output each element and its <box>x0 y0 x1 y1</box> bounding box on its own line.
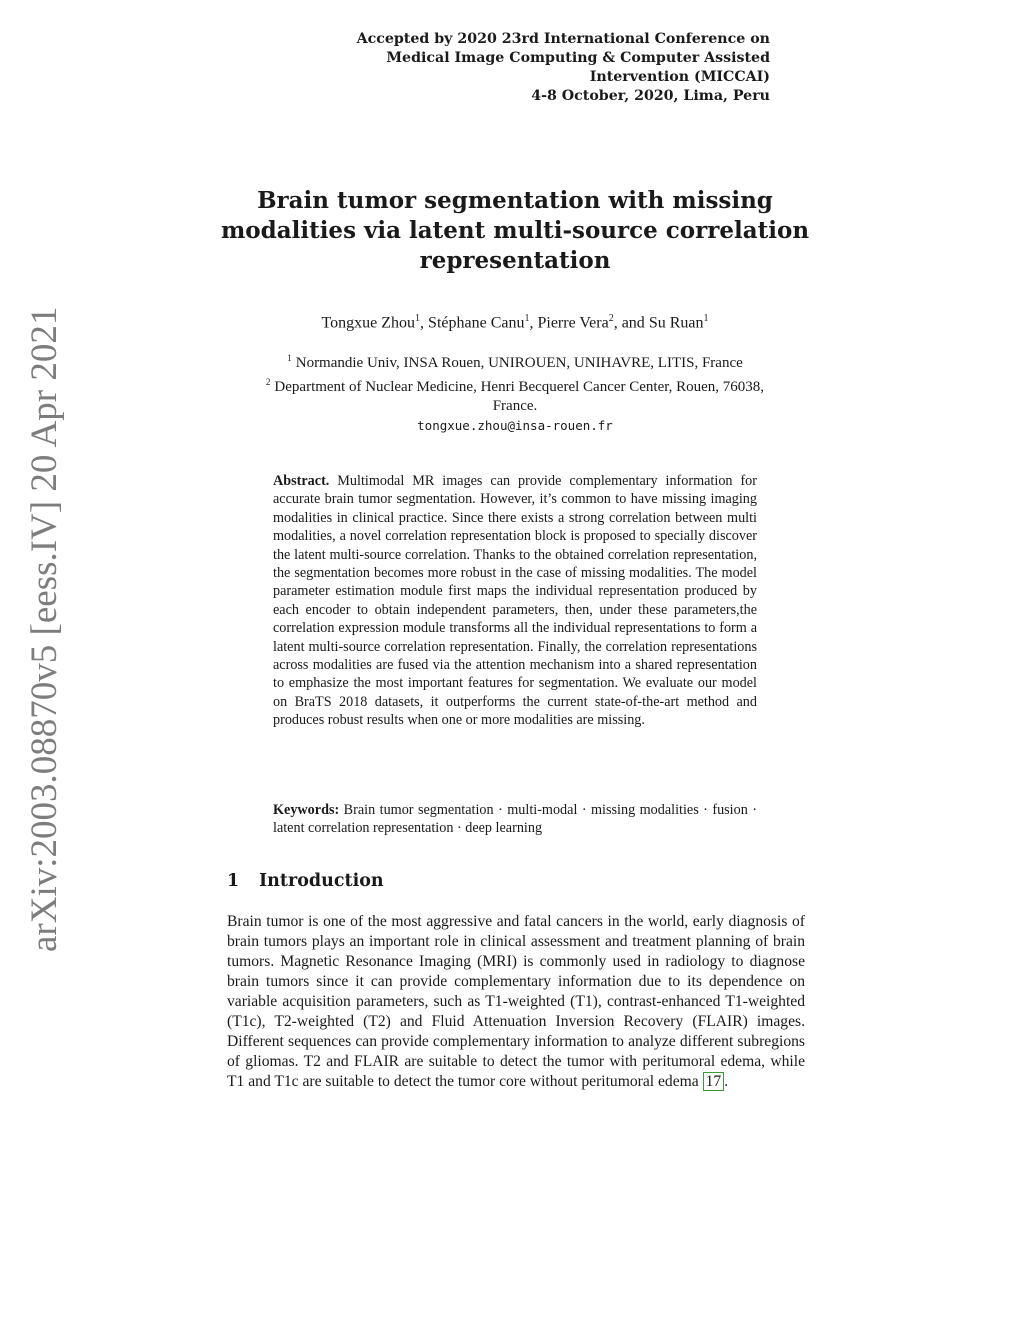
affiliations <box>200 349 830 435</box>
keywords-text: Brain tumor segmentation · multi-modal · missing modalities · fusion · latent correlation representation · deep learning <box>273 802 757 837</box>
author: Pierre Vera <box>537 314 609 332</box>
title-line: Brain tumor segmentation with missing <box>257 187 773 214</box>
venue-line: Intervention (MICCAI) <box>589 69 770 85</box>
author-affil-mark: 1 <box>703 313 709 324</box>
author: Stéphane Canu <box>428 314 525 332</box>
affiliation-1: $^1$ Normandie Univ, INSA Rouen, UNIROUEN, UNIHAVRE, LITIS, France <box>287 353 743 371</box>
section-number: 1 <box>227 871 240 891</box>
title-line: modalities via latent multi-source correlation <box>220 217 810 244</box>
keywords <box>273 801 757 838</box>
citation-link[interactable]: 17 <box>703 1072 725 1091</box>
author-affil-mark: 1 <box>524 313 530 324</box>
arxiv-stamp: arXiv:2003.08870v5 [eess.IV] 20 Apr 2021 <box>24 306 65 952</box>
paper-title <box>200 186 830 276</box>
keywords-label: Keywords: <box>273 802 340 818</box>
affiliation-2-cont: France. <box>492 398 538 414</box>
author: Tongxue Zhou <box>321 314 416 332</box>
intro-paragraph: Brain tumor is one of the most aggressive and fatal cancers in the world, early diagnosis of brain tumors plays an important role in clinical assessment and treatment planning of brain tumors. Magnetic Resonance Imaging (MRI) is commonly used in radiology to diagnose brain tumors since it can provide complementary information due to its dependence on variable acquisition parameters, such as T1-weighted (T1), contrast-enhanced T1-weighted (T1c), T2-weighted (T2) and Fluid Attenuation Inversion Recovery (FLAIR) images. Different sequences can provide complementary information to analyze different subregions of gliomas. T2 and FLAIR are suitable to detect the tumor with peritumoral edema, while T1 and T1c are suitable to detect the tumor core without peritumoral edema 17 . <box>227 913 805 1090</box>
intro-text: Brain tumor is one of the most aggressive and fatal cancers in the world, early diagnosis of brain tumors plays an important role in clinical assessment and treatment planning of brain tumors. Magnetic Resonance Imaging (MRI) is commonly used in radiology to diagnose brain tumors since it can provide complementary information due to its dependence on variable acquisition parameters, such as T1-weighted (T1), contrast-enhanced T1-weighted (T1c), T2-weighted (T2) and Fluid Attenuation Inversion Recovery (FLAIR) images. Different sequences can provide complementary information to analyze different subregions of gliomas. T2 and FLAIR are suitable to detect the tumor with peritumoral edema, while T1 and T1c are suitable to detect the tumor core without peritumoral edema <box>227 913 805 1090</box>
venue-note <box>250 30 770 106</box>
author: Su Ruan <box>648 314 704 332</box>
abstract <box>273 472 757 730</box>
venue-line: Medical Image Computing & Computer Assisted <box>386 50 770 66</box>
section-title: Introduction <box>259 871 384 891</box>
email-link[interactable]: tongxue.zhou@insa-rouen.fr <box>417 418 613 433</box>
section-heading <box>227 871 384 891</box>
abstract-label: Abstract. <box>273 473 330 489</box>
venue-line: 4-8 October, 2020, Lima, Peru <box>531 88 770 104</box>
title-line: representation <box>419 247 611 274</box>
affiliation-2: $^2$ Department of Nuclear Medicine, Henri Becquerel Cancer Center, Rouen, 76038, <box>265 377 765 395</box>
author-affil-mark: 1 <box>415 313 421 324</box>
abstract-text: Multimodal MR images can provide complementary information for accurate brain tumor segmentation. However, it’s common to have missing imaging modalities in clinical practice. Since there exists a strong correlation between multi modalities, a novel correlation representation block is proposed to specially discover the latent multi-source correlation. Thanks to the obtained correlation representation, the segmentation becomes more robust in the case of missing modalities. The model parameter estimation module first maps the individual representation produced by each encoder to obtain independent parameters, then, under these parameters,the correlation expression module transforms all the individual representations to form a latent multi-source correlation representation. Finally, the correlation representations across modalities are fused via the attention mechanism into a shared representation to emphasize the most important features for segmentation. We evaluate our model on BraTS 2018 datasets, it outperforms the current state-of-the-art method and produces robust results when one or more modalities are missing. <box>273 473 757 729</box>
author-affil-mark: 2 <box>608 313 614 324</box>
author-list: Tongxue Zhou$^1$, Stéphane Canu$^1$, Pierre Vera$^2$, and Su Ruan$^1$ <box>321 313 709 332</box>
venue-line: Accepted by 2020 23rd International Conference on <box>356 31 770 47</box>
